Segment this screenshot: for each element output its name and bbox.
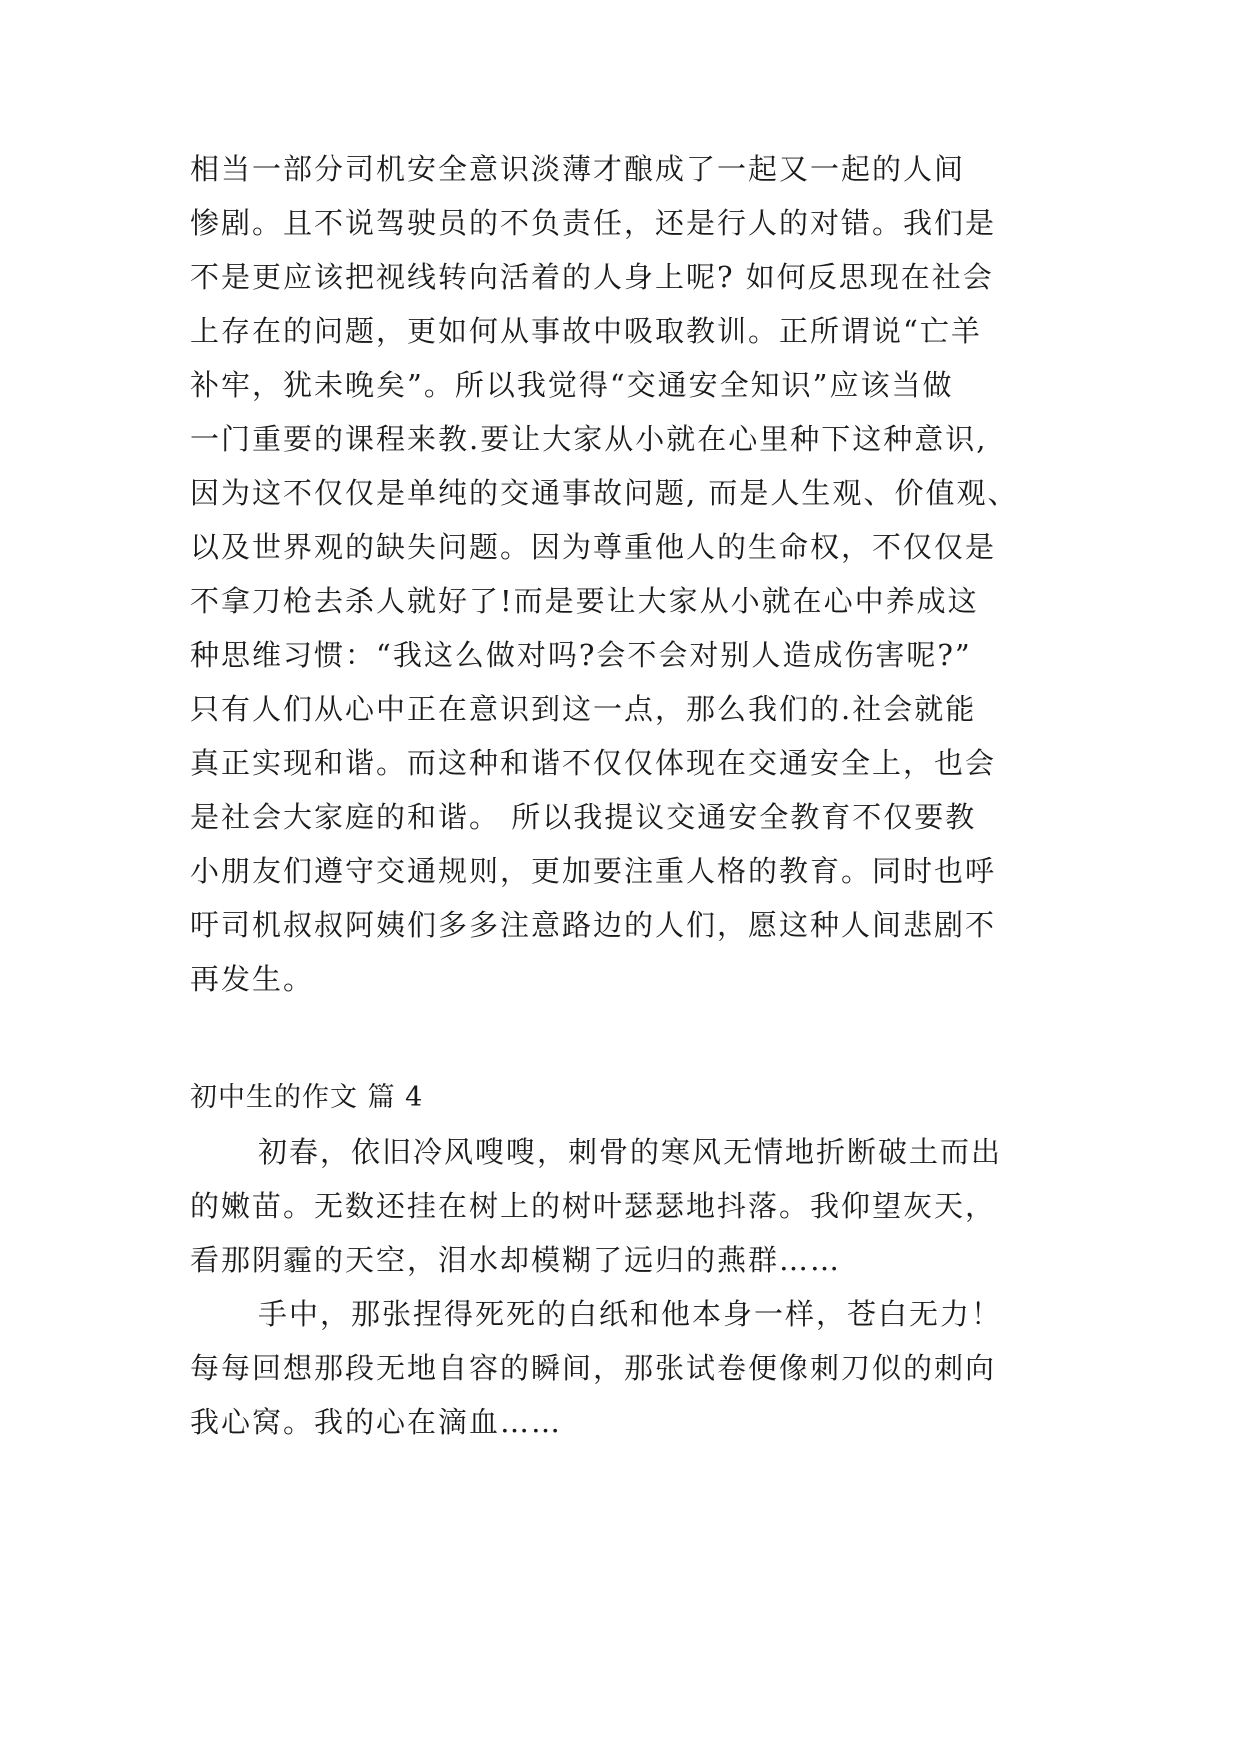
paragraph-line: 吁司机叔叔阿姨们多多注意路边的人们，愿这种人间悲剧不 <box>190 908 997 942</box>
paragraph-line: 再发生。 <box>190 962 315 996</box>
paragraph-line: 补牢，犹未晚矣”。所以我觉得“交通安全知识”应该当做 <box>190 368 954 402</box>
paragraph-line: 是社会大家庭的和谐。 所以我提议交通安全教育不仅要教 <box>190 800 977 834</box>
paragraph-line: 每每回想那段无地自容的瞬间，那张试卷便像刺刀似的刺向 <box>190 1351 997 1385</box>
paragraph-line: 的嫩苗。无数还挂在树上的树叶瑟瑟地抖落。我仰望灰天， <box>190 1189 997 1223</box>
paragraph-line: 不拿刀枪去杀人就好了!而是要让大家从小就在心中养成这 <box>190 584 979 618</box>
paragraph-line: 以及世界观的缺失问题。因为尊重他人的生命权，不仅仅是 <box>190 530 997 564</box>
paragraph-line: 真正实现和谐。而这种和谐不仅仅体现在交通安全上，也会 <box>190 746 997 780</box>
paragraph-line: 上存在的问题，更如何从事故中吸取教训。正所谓说“亡羊 <box>190 314 982 348</box>
paragraph-line: 不是更应该把视线转向活着的人身上呢? 如何反思现在社会 <box>190 260 994 294</box>
paragraph-line: 只有人们从心中正在意识到这一点，那么我们的.社会就能 <box>190 692 977 726</box>
paragraph-line: 相当一部分司机安全意识淡薄才酿成了一起又一起的人间 <box>190 152 966 186</box>
paragraph-line: 我心窝。我的心在滴血…… <box>190 1405 563 1439</box>
paragraph-line: 看那阴霾的天空，泪水却模糊了远归的燕群…… <box>190 1243 842 1277</box>
section-heading: 初中生的作文 篇 4 <box>190 1082 424 1113</box>
paragraph-line: 种思维习惯：“我这么做对吗?会不会对别人造成伤害呢?” <box>190 638 972 672</box>
paragraph-line: 小朋友们遵守交通规则，更加要注重人格的教育。同时也呼 <box>190 854 997 888</box>
paragraph-line: 因为这不仅仅是单纯的交通事故问题, 而是人生观、价值观、 <box>190 476 1019 510</box>
paragraph-line: 手中，那张捏得死死的白纸和他本身一样，苍白无力！ <box>258 1297 1003 1331</box>
paragraph-line: 惨剧。且不说驾驶员的不负责任，还是行人的对错。我们是 <box>190 206 997 240</box>
paragraph-line: 初春，依旧冷风嗖嗖，刺骨的寒风无情地折断破土而出 <box>258 1135 1003 1169</box>
paragraph-line: 一门重要的课程来教.要让大家从小就在心里种下这种意识, <box>190 422 988 456</box>
